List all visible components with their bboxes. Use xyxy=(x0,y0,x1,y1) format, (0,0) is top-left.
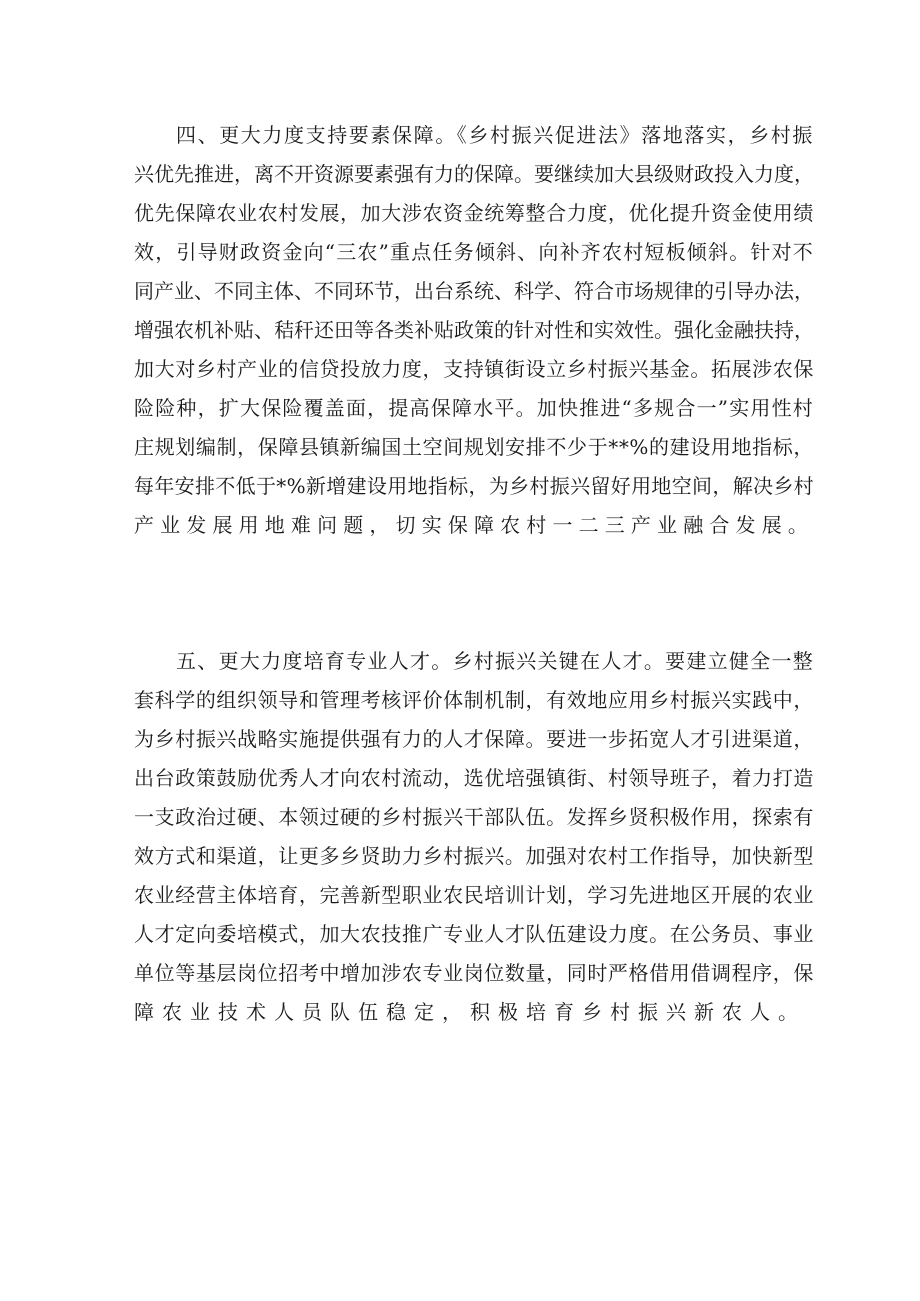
text-line: 五、更大力度培育专业人才。乡村振兴关键在人才。要建立健全一整 xyxy=(176,649,814,673)
text-line: 增强农机补贴、秸秆还田等各类补贴政策的针对性和实效性。强化金融扶持， xyxy=(134,318,814,342)
text-line: 人才定向委培模式，加大农技推广专业人才队伍建设力度。在公务员、事业 xyxy=(134,922,814,946)
text-line: 庄规划编制，保障县镇新编国土空间规划安排不少于**%的建设用地指标， xyxy=(134,435,814,459)
text-line: 加大对乡村产业的信贷投放力度，支持镇街设立乡村振兴基金。拓展涉农保 xyxy=(134,357,814,381)
text-line: 农业经营主体培育，完善新型职业农民培训计划，学习先进地区开展的农业 xyxy=(134,883,814,907)
text-line: 单位等基层岗位招考中增加涉农专业岗位数量，同时严格借用借调程序，保 xyxy=(134,961,814,985)
text-line: 险险种，扩大保险覆盖面，提高保障水平。加快推进“多规合一”实用性村 xyxy=(134,396,814,420)
text-line: 一支政治过硬、本领过硬的乡村振兴干部队伍。发挥乡贤积极作用，探索有 xyxy=(134,805,814,829)
text-line: 为乡村振兴战略实施提供强有力的人才保障。要进一步拓宽人才引进渠道， xyxy=(134,727,814,751)
text-line: 四、更大力度支持要素保障。《乡村振兴促进法》落地落实，乡村振 xyxy=(176,123,814,147)
text-line: 出台政策鼓励优秀人才向农村流动，选优培强镇街、村领导班子，着力打造 xyxy=(134,766,814,790)
text-line: 优先保障农业农村发展，加大涉农资金统筹整合力度，优化提升资金使用绩 xyxy=(134,201,814,225)
text-line: 效方式和渠道，让更多乡贤助力乡村振兴。加强对农村工作指导，加快新型 xyxy=(134,844,814,868)
text-line: 套科学的组织领导和管理考核评价体制机制，有效地应用乡村振兴实践中， xyxy=(134,688,814,712)
text-line: 产业发展用地难问题，切实保障农村一二三产业融合发展。 xyxy=(134,513,814,537)
text-line: 障农业技术人员队伍稳定，积极培育乡村振兴新农人。 xyxy=(134,1000,806,1024)
text-line: 效，引导财政资金向“三农”重点任务倾斜、向补齐农村短板倾斜。针对不 xyxy=(134,240,814,264)
text-line: 每年安排不低于*%新增建设用地指标，为乡村振兴留好用地空间，解决乡村 xyxy=(134,474,814,498)
text-line: 兴优先推进，离不开资源要素强有力的保障。要继续加大县级财政投入力度， xyxy=(134,162,814,186)
text-line: 同产业、不同主体、不同环节，出台系统、科学、符合市场规律的引导办法， xyxy=(134,279,814,303)
